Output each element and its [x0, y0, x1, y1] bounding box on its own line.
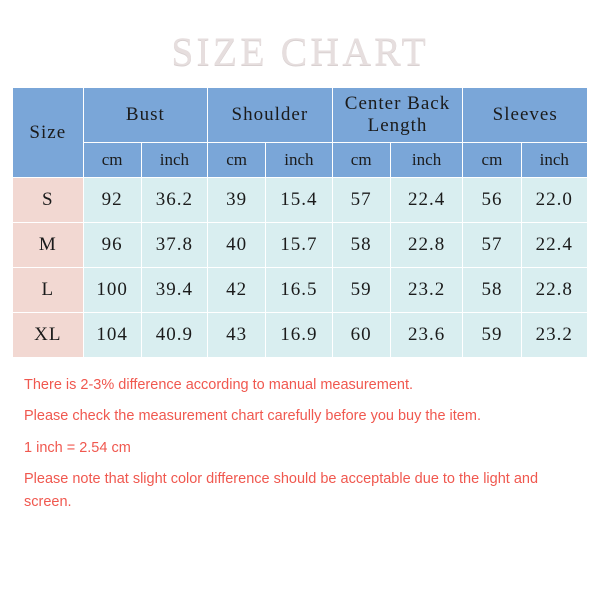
- cell-shoulder-inch: 16.9: [266, 313, 332, 358]
- cell-shoulder-inch: 15.4: [266, 178, 332, 223]
- unit-header-sleeves-cm: cm: [463, 143, 521, 178]
- cell-cbl-cm: 60: [332, 313, 390, 358]
- cell-size: L: [13, 268, 84, 313]
- cell-shoulder-inch: 15.7: [266, 223, 332, 268]
- cell-shoulder-inch: 16.5: [266, 268, 332, 313]
- cell-sleeves-inch: 22.8: [521, 268, 588, 313]
- cell-shoulder-cm: 39: [208, 178, 266, 223]
- column-header-center-back-length: Center Back Length: [332, 88, 463, 143]
- cell-sleeves-inch: 22.4: [521, 223, 588, 268]
- unit-header-cbl-inch: inch: [390, 143, 463, 178]
- size-chart-table: [12, 87, 588, 358]
- note-color-difference: Please note that slight color difference should be acceptable due to the light and screen.: [24, 471, 539, 510]
- cell-size: XL: [13, 313, 84, 358]
- cell-bust-inch: 36.2: [141, 178, 207, 223]
- cell-size: M: [13, 223, 84, 268]
- size-chart-table-wrapper: [0, 87, 600, 358]
- note-inch-conversion: 1 inch = 2.54 cm: [24, 439, 131, 456]
- unit-header-bust-inch: inch: [141, 143, 207, 178]
- unit-header-shoulder-inch: inch: [266, 143, 332, 178]
- column-header-bust: Bust: [83, 88, 208, 143]
- cell-shoulder-cm: 43: [208, 313, 266, 358]
- table-row: [13, 178, 588, 223]
- table-row: [13, 223, 588, 268]
- cell-cbl-inch: 23.6: [390, 313, 463, 358]
- cell-bust-cm: 104: [83, 313, 141, 358]
- cell-size: S: [13, 178, 84, 223]
- cell-sleeves-cm: 58: [463, 268, 521, 313]
- unit-header-cbl-cm: cm: [332, 143, 390, 178]
- table-row: [13, 268, 588, 313]
- cell-shoulder-cm: 42: [208, 268, 266, 313]
- cell-sleeves-cm: 56: [463, 178, 521, 223]
- cell-bust-cm: 96: [83, 223, 141, 268]
- cell-sleeves-cm: 57: [463, 223, 521, 268]
- note-measurement-difference: There is 2-3% difference according to manual measurement.: [24, 377, 414, 393]
- notes-section: [0, 358, 600, 513]
- column-header-sleeves: Sleeves: [463, 88, 588, 143]
- page-title: SIZE CHART: [171, 29, 429, 74]
- column-header-shoulder: Shoulder: [208, 88, 333, 143]
- table-header-row-units: [13, 143, 588, 178]
- cell-sleeves-cm: 59: [463, 313, 521, 358]
- cell-cbl-cm: 59: [332, 268, 390, 313]
- cell-bust-inch: 37.8: [141, 223, 207, 268]
- cell-cbl-cm: 58: [332, 223, 390, 268]
- unit-header-shoulder-cm: cm: [208, 143, 266, 178]
- table-row: [13, 313, 588, 358]
- cell-bust-inch: 40.9: [141, 313, 207, 358]
- cell-cbl-inch: 22.4: [390, 178, 463, 223]
- cell-bust-cm: 92: [83, 178, 141, 223]
- cell-sleeves-inch: 23.2: [521, 313, 588, 358]
- cell-cbl-cm: 57: [332, 178, 390, 223]
- cell-bust-cm: 100: [83, 268, 141, 313]
- cell-cbl-inch: 23.2: [390, 268, 463, 313]
- note-check-chart: Please check the measurement chart carefully before you buy the item.: [24, 408, 481, 425]
- unit-header-bust-cm: cm: [83, 143, 141, 178]
- cell-bust-inch: 39.4: [141, 268, 207, 313]
- cell-sleeves-inch: 22.0: [521, 178, 588, 223]
- cell-shoulder-cm: 40: [208, 223, 266, 268]
- column-header-size: Size: [13, 88, 84, 178]
- cell-cbl-inch: 22.8: [390, 223, 463, 268]
- unit-header-sleeves-inch: inch: [521, 143, 588, 178]
- table-header-row-groups: [13, 88, 588, 143]
